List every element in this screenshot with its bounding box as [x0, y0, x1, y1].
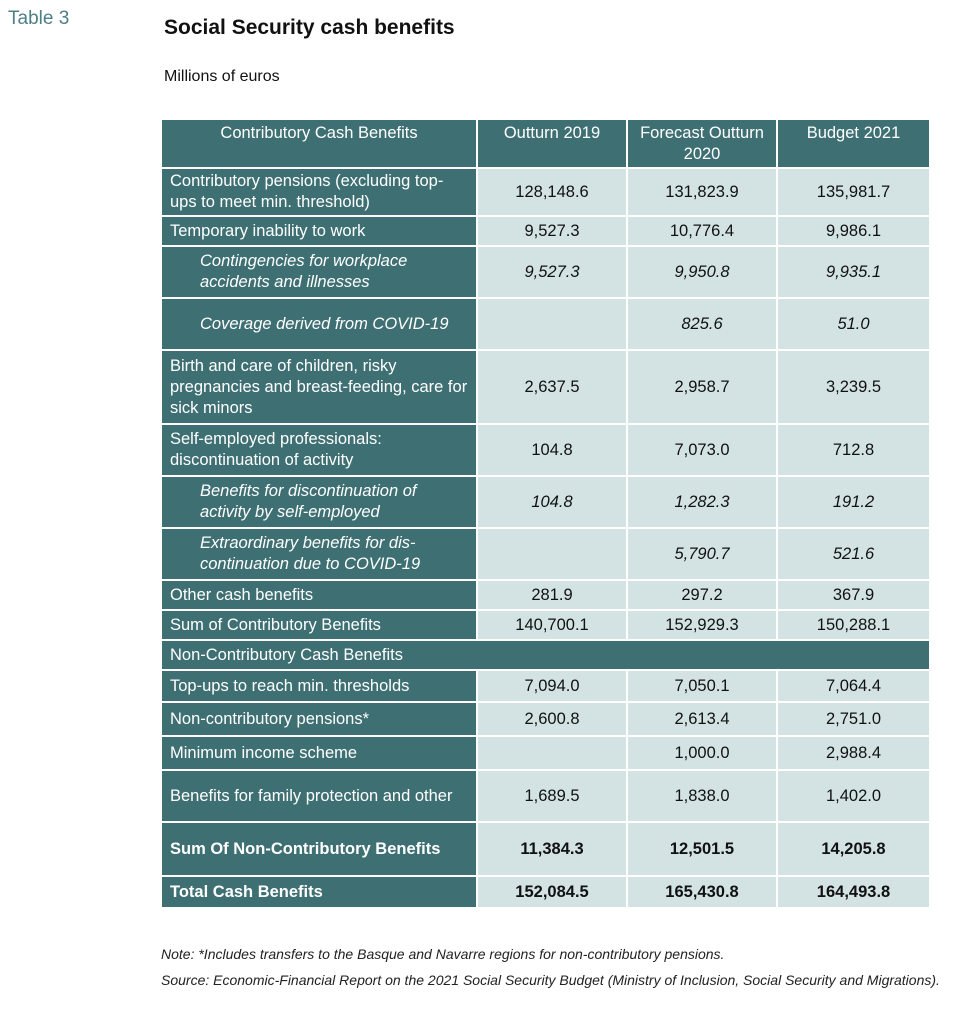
row-label: Contingencies for workplace accidents and illnesses — [161, 246, 477, 298]
cell-2019: 9,527.3 — [477, 216, 627, 246]
cell-2021: 2,988.4 — [777, 736, 930, 770]
table-row — [161, 702, 930, 736]
row-label: Extraordinary benefits for dis-continuation due to COVID-19 — [161, 528, 477, 580]
cell-2020: 152,929.3 — [627, 610, 777, 640]
table-row — [161, 580, 930, 610]
column-header-forecast-2020: Forecast Outturn 2020 — [627, 119, 777, 168]
cell-2021: 7,064.4 — [777, 670, 930, 702]
row-label: Other cash benefits — [161, 580, 477, 610]
row-label: Minimum income scheme — [161, 736, 477, 770]
benefits-table — [160, 118, 931, 909]
row-label: Sum of Contributory Benefits — [161, 610, 477, 640]
cell-2020: 131,823.9 — [627, 168, 777, 216]
table-source: Source: Economic-Financial Report on the 2021 Social Security Budget (Ministry of Inclusion, Social Security and Migrations). — [161, 972, 940, 988]
table-row-sub — [161, 528, 930, 580]
section-header-non-contributory: Non-Contributory Cash Benefits — [161, 640, 930, 670]
cell-2019 — [477, 528, 627, 580]
cell-2021: 1,402.0 — [777, 770, 930, 822]
cell-2021: 164,493.8 — [777, 876, 930, 908]
cell-2019: 1,689.5 — [477, 770, 627, 822]
cell-2020: 165,430.8 — [627, 876, 777, 908]
cell-2019: 104.8 — [477, 424, 627, 476]
table-row — [161, 216, 930, 246]
table-row-sub — [161, 476, 930, 528]
table-row-total — [161, 876, 930, 908]
cell-2021: 9,935.1 — [777, 246, 930, 298]
table-title: Social Security cash benefits — [164, 16, 455, 39]
cell-2020: 297.2 — [627, 580, 777, 610]
cell-2019: 104.8 — [477, 476, 627, 528]
cell-2021: 521.6 — [777, 528, 930, 580]
cell-2020: 825.6 — [627, 298, 777, 350]
cell-2021: 9,986.1 — [777, 216, 930, 246]
row-label: Total Cash Benefits — [161, 876, 477, 908]
cell-2020: 5,790.7 — [627, 528, 777, 580]
cell-2019 — [477, 298, 627, 350]
cell-2020: 2,613.4 — [627, 702, 777, 736]
cell-2020: 2,958.7 — [627, 350, 777, 424]
row-label: Benefits for family protection and other — [161, 770, 477, 822]
cell-2019: 281.9 — [477, 580, 627, 610]
cell-2020: 9,950.8 — [627, 246, 777, 298]
cell-2019: 9,527.3 — [477, 246, 627, 298]
cell-2020: 1,838.0 — [627, 770, 777, 822]
table-row — [161, 770, 930, 822]
column-header-budget-2021: Budget 2021 — [777, 119, 930, 168]
row-label: Non-contributory pensions* — [161, 702, 477, 736]
row-label: Contributory pensions (excluding top-ups to meet min. threshold) — [161, 168, 477, 216]
row-label: Top-ups to reach min. thresholds — [161, 670, 477, 702]
section-header-row — [161, 640, 930, 670]
cell-2020: 10,776.4 — [627, 216, 777, 246]
cell-2021: 712.8 — [777, 424, 930, 476]
column-header-category: Contributory Cash Benefits — [161, 119, 477, 168]
table-note: Note: *Includes transfers to the Basque and Navarre regions for non-contributory pensions. — [161, 946, 725, 962]
cell-2019 — [477, 736, 627, 770]
cell-2021: 51.0 — [777, 298, 930, 350]
cell-2019: 11,384.3 — [477, 822, 627, 876]
cell-2020: 1,282.3 — [627, 476, 777, 528]
cell-2020: 12,501.5 — [627, 822, 777, 876]
cell-2019: 152,084.5 — [477, 876, 627, 908]
table-row — [161, 424, 930, 476]
cell-2019: 128,148.6 — [477, 168, 627, 216]
cell-2021: 367.9 — [777, 580, 930, 610]
table-number-label: Table 3 — [8, 8, 70, 29]
cell-2021: 135,981.7 — [777, 168, 930, 216]
cell-2020: 7,050.1 — [627, 670, 777, 702]
table-row-sub — [161, 246, 930, 298]
row-label: Temporary inability to work — [161, 216, 477, 246]
column-header-outturn-2019: Outturn 2019 — [477, 119, 627, 168]
row-label: Sum Of Non-Contributory Benefits — [161, 822, 477, 876]
row-label: Benefits for discontinuation of activity by self-employed — [161, 476, 477, 528]
row-label: Birth and care of children, risky pregnancies and breast-feeding, care for sick minors — [161, 350, 477, 424]
cell-2021: 14,205.8 — [777, 822, 930, 876]
cell-2021: 191.2 — [777, 476, 930, 528]
table-row-subtotal — [161, 610, 930, 640]
table-header-row — [161, 119, 930, 168]
table-row — [161, 670, 930, 702]
row-label: Coverage derived from COVID-19 — [161, 298, 477, 350]
table-row — [161, 168, 930, 216]
cell-2019: 2,600.8 — [477, 702, 627, 736]
cell-2021: 3,239.5 — [777, 350, 930, 424]
unit-caption: Millions of euros — [164, 68, 280, 85]
cell-2019: 2,637.5 — [477, 350, 627, 424]
table-row — [161, 350, 930, 424]
table-row — [161, 736, 930, 770]
cell-2021: 2,751.0 — [777, 702, 930, 736]
row-label: Self-employed professionals: discontinuation of activity — [161, 424, 477, 476]
cell-2019: 140,700.1 — [477, 610, 627, 640]
cell-2021: 150,288.1 — [777, 610, 930, 640]
cell-2020: 7,073.0 — [627, 424, 777, 476]
cell-2019: 7,094.0 — [477, 670, 627, 702]
table-row-sub — [161, 298, 930, 350]
cell-2020: 1,000.0 — [627, 736, 777, 770]
table-row-subtotal — [161, 822, 930, 876]
